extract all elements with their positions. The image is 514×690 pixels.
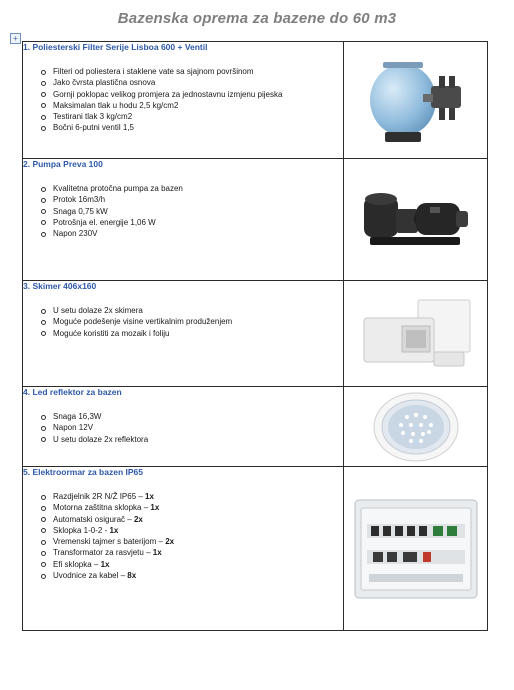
sand-filter-image <box>344 42 487 158</box>
item-heading: 4. Led reflektor za bazen <box>23 387 122 397</box>
list-item: Napon 230V <box>41 228 343 239</box>
skimmer-image <box>344 281 487 386</box>
list-item: Gornji poklopac velikog promjera za jednostavnu izmjenu pijeska <box>41 89 343 100</box>
list-item: Jako čvrsta plastična osnova <box>41 77 343 88</box>
list-item: Filteri od poliestera i staklene vate sa sjajnom površinom <box>41 66 343 77</box>
list-item: Snaga 0,75 kW <box>41 206 343 217</box>
table-row <box>23 387 488 467</box>
feature-list <box>23 305 343 339</box>
table-row <box>23 281 488 387</box>
list-item: Vremenski tajmer s baterijom – 2x <box>41 536 343 547</box>
item-heading: 3. Skimer 406x160 <box>23 281 97 291</box>
list-item: Uvodnice za kabel – 8x <box>41 570 343 581</box>
list-item: Transformator za rasvjetu – 1x <box>41 547 343 558</box>
table-row <box>23 159 488 281</box>
list-item: Maksimalan tlak u hodu 2,5 kg/cm2 <box>41 100 343 111</box>
table-move-handle-icon[interactable]: + <box>10 33 21 44</box>
table-row <box>23 42 488 159</box>
list-item: Automatski osigurač – 2x <box>41 514 343 525</box>
list-item: Sklopka 1-0-2 - 1x <box>41 525 343 536</box>
list-item: Kvalitetna protočna pumpa za bazen <box>41 183 343 194</box>
list-item: Protok 16m3/h <box>41 194 343 205</box>
pump-image <box>344 159 487 280</box>
list-item: Snaga 16,3W <box>41 411 343 422</box>
equipment-table <box>22 41 488 631</box>
electrical-cabinet-image <box>344 467 487 630</box>
list-item: Napon 12V <box>41 422 343 433</box>
list-item: Potrošnja el. energije 1,06 W <box>41 217 343 228</box>
list-item: Efi sklopka – 1x <box>41 559 343 570</box>
feature-list <box>23 411 343 445</box>
list-item: Moguće koristiti za mozaik i foliju <box>41 328 343 339</box>
list-item: U setu dolaze 2x skimera <box>41 305 343 316</box>
feature-list <box>23 66 343 134</box>
list-item: Motorna zaštitna sklopka – 1x <box>41 502 343 513</box>
list-item: Testirani tlak 3 kg/cm2 <box>41 111 343 122</box>
list-item: Razdjelnik 2R N/Ž IP65 – 1x <box>41 491 343 502</box>
list-item: Bočni 6-putni ventil 1,5 <box>41 122 343 133</box>
item-heading: 1. Poliesterski Filter Serije Lisboa 600 + Ventil <box>23 42 208 52</box>
item-heading: 2. Pumpa Preva 100 <box>23 159 103 169</box>
led-reflector-image <box>344 387 487 466</box>
list-item: U setu dolaze 2x reflektora <box>41 434 343 445</box>
feature-list <box>23 491 343 581</box>
document-title: Bazenska oprema za bazene do 60 m3 <box>117 10 397 27</box>
feature-list <box>23 183 343 239</box>
list-item: Moguće podešenje visine vertikalnim produženjem <box>41 316 343 327</box>
item-heading: 5. Elektroormar za bazen IP65 <box>23 467 143 477</box>
table-row <box>23 467 488 631</box>
